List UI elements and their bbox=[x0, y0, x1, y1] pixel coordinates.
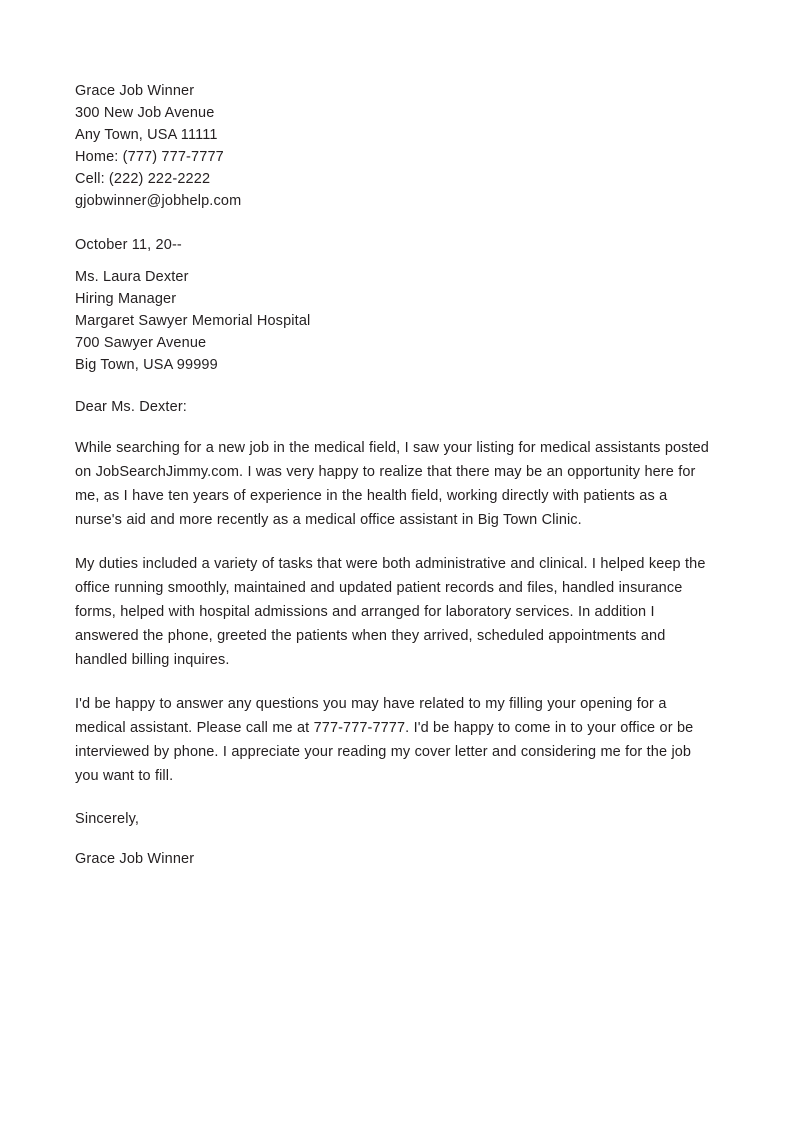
sender-city-state-zip: Any Town, USA 11111 bbox=[75, 127, 218, 143]
sender-name: Grace Job Winner bbox=[75, 83, 195, 99]
letter-date: October 11, 20-- bbox=[75, 237, 182, 253]
body-paragraph-2: My duties included a variety of tasks that were both administrative and clinical. I helped keep the office running smoothly, maintained and updated patient records and files, handled insurance forms, helped with hospital admissions and arranged for laboratory services. In addition I answered the phone, greeted the patients when they arrived, scheduled appointments and handled billing inquires. bbox=[75, 556, 706, 668]
recipient-city-state-zip: Big Town, USA 99999 bbox=[75, 357, 218, 373]
valediction-text: Sincerely, bbox=[75, 811, 140, 827]
sender-email: gjobwinner@jobhelp.com bbox=[75, 193, 242, 209]
sender-home-phone: Home: (777) 777-7777 bbox=[75, 149, 224, 165]
letter-date-block bbox=[75, 234, 715, 256]
recipient-street: 700 Sawyer Avenue bbox=[75, 335, 207, 351]
salutation-block bbox=[75, 396, 715, 418]
sender-street: 300 New Job Avenue bbox=[75, 105, 215, 121]
signature-block bbox=[75, 848, 715, 870]
sender-cell-phone: Cell: (222) 222-2222 bbox=[75, 171, 211, 187]
recipient-address-block bbox=[75, 266, 715, 376]
recipient-organization: Margaret Sawyer Memorial Hospital bbox=[75, 313, 311, 329]
body-paragraph-1: While searching for a new job in the medical field, I saw your listing for medical assistants posted on JobSearchJimmy.com. I was very happy to realize that there may be an opportunity here for me, as I have ten years of experience in the health field, working directly with patients as a nurse's aid and more recently as a medical office assistant in Big Town Clinic. bbox=[75, 440, 709, 528]
signature-name: Grace Job Winner bbox=[75, 851, 195, 867]
salutation-text: Dear Ms. Dexter: bbox=[75, 399, 187, 415]
cover-letter-body bbox=[75, 80, 715, 870]
valediction-block bbox=[75, 808, 715, 830]
recipient-title: Hiring Manager bbox=[75, 291, 177, 307]
recipient-name: Ms. Laura Dexter bbox=[75, 269, 189, 285]
sender-address-block bbox=[75, 80, 715, 212]
body-paragraph-3: I'd be happy to answer any questions you may have related to my filling your opening for a medical assistant. Please call me at 777-777-7777. I'd be happy to come in to your office or be interviewed by phone. I appreciate your reading my cover letter and considering me for the job you want to fill. bbox=[75, 696, 694, 784]
